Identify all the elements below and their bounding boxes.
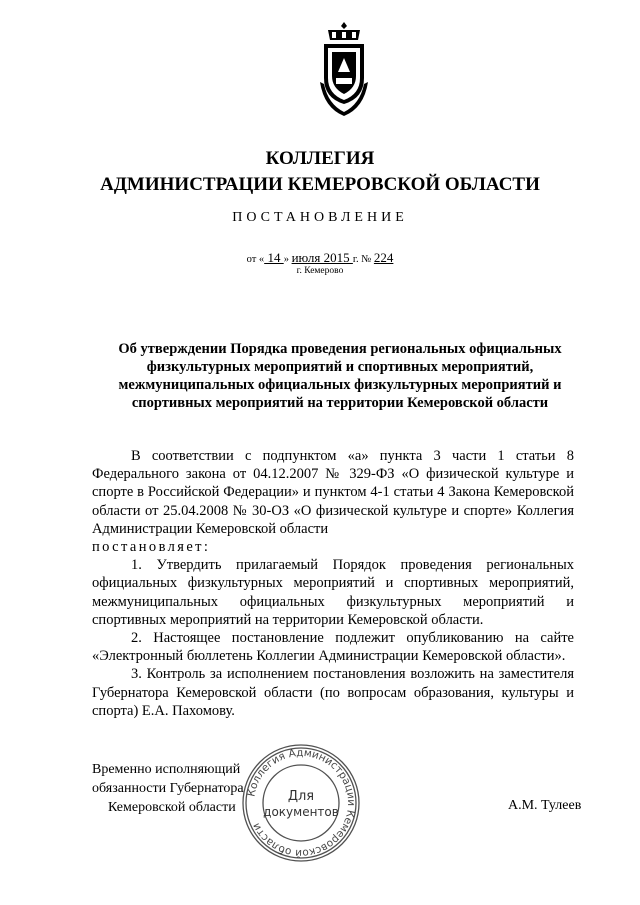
- coat-of-arms-emblem: [318, 22, 370, 120]
- body-preamble: В соответствии с подпунктом «а» пункта 3 части 1 статьи 8 Федерального закона от 04.12.2007 № 329-ФЗ «О физической культуре и спорте в Российской Федерации» и пунктом 4-1 статьи 4 Закона Кемеровской области от 25.04.2008 № 30-ОЗ «О физической культуре и спорте» Коллегия Администрации Кемеровской области: [92, 448, 574, 537]
- header-title-line1: КОЛЛЕГИЯ: [265, 148, 375, 169]
- body-item-1: 1. Утвердить прилагаемый Порядок проведения региональных официальных физкультурных мероприятий и спортивных мероприятий, межмуниципальных официальных физкультурных мероприятий и спортивных мероприятий на территории Кемеровской области.: [92, 557, 574, 628]
- date-day: 14: [264, 250, 284, 265]
- subject-line: спортивных мероприятий на территории Кемеровской области: [131, 395, 549, 411]
- stamp-ring-text: Коллегия Администрации Кемеровской области: [245, 746, 358, 860]
- body-item-2: 2. Настоящее постановление подлежит опубликованию на сайте «Электронный бюллетень Коллегии Администрации Кемеровской области».: [92, 630, 574, 665]
- date-year-suffix: г. №: [352, 254, 374, 265]
- document-dateline: [0, 250, 640, 266]
- document-body: [92, 447, 574, 720]
- date-month-year: июля 2015: [291, 250, 353, 265]
- signatory-title: [92, 760, 244, 817]
- subject-line: межмуниципальных официальных физкультурных мероприятий и: [118, 377, 562, 393]
- signatory-title-line: Кемеровской области: [108, 800, 236, 815]
- subject-line: физкультурных мероприятий и спортивных мероприятий,: [146, 359, 534, 375]
- date-prefix: от «: [246, 254, 265, 265]
- subject-line: Об утверждении Порядка проведения региональных официальных: [118, 341, 562, 357]
- body-resolves: постановляет:: [92, 539, 211, 556]
- signatory-title-line: Временно исполняющий: [92, 762, 241, 777]
- document-subject: [100, 340, 580, 412]
- date-mid: »: [283, 254, 292, 265]
- header-title-line2: АДМИНИСТРАЦИИ КЕМЕРОВСКОЙ ОБЛАСТИ: [100, 174, 540, 195]
- document-number: 224: [373, 250, 394, 265]
- signatory-title-line: обязанности Губернатора: [92, 781, 244, 796]
- stamp-center-line1: Для: [287, 789, 315, 804]
- body-item-3: 3. Контроль за исполнением постановления возложить на заместителя Губернатора Кемеровской области (по вопросам образования, культуры и спорта) Е.А. Пахомову.: [92, 666, 574, 719]
- document-city: г. Кемерово: [296, 266, 344, 276]
- official-stamp: [240, 742, 362, 864]
- stamp-center-line2: документов: [263, 805, 339, 819]
- signatory-name: А.М. Тулеев: [508, 798, 582, 813]
- document-type: ПОСТАНОВЛЕНИЕ: [232, 210, 408, 225]
